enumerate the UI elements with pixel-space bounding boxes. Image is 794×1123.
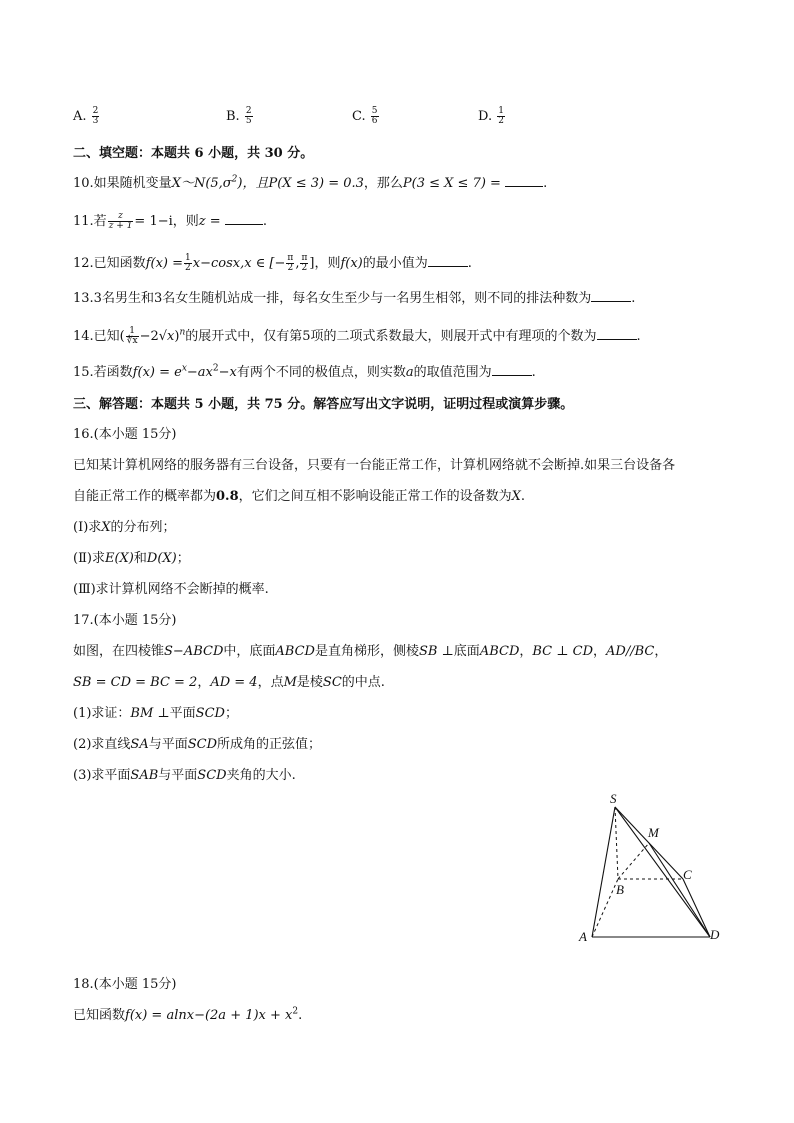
q17-part-1 xyxy=(73,705,238,723)
q16-p2e: ； xyxy=(176,551,190,566)
q11-fraction xyxy=(108,212,134,231)
q11-end: . xyxy=(262,214,267,229)
q12-text-f: ，则 xyxy=(314,256,341,271)
q17-p1a: (1)求证： xyxy=(73,706,131,721)
q18-line-1 xyxy=(73,1007,302,1025)
option-c-fraction xyxy=(371,107,379,126)
q13-text: 13.3名男生和3名女生随机站成一排，每名女生至少与一名男生相邻，则不同的排法种数为 xyxy=(73,291,592,306)
question-15 xyxy=(73,364,536,382)
q14-den: ∜x xyxy=(126,336,138,346)
option-c-den: 6 xyxy=(371,116,378,126)
q13-end: . xyxy=(631,291,636,306)
q17-base2: ABCD xyxy=(479,644,520,659)
q14-close: ) xyxy=(174,329,180,344)
q16-ex: E(X) xyxy=(104,551,134,566)
q17-l1a: 如图，在四棱锥 xyxy=(73,644,165,659)
q12-end: . xyxy=(467,256,472,271)
q11-answer-blank[interactable] xyxy=(225,214,263,225)
q12-text-a: 12.已知函数 xyxy=(73,256,146,271)
q15-a: a xyxy=(405,365,414,380)
q16-part-3: (Ⅲ)求计算机网络不会断掉的概率. xyxy=(73,582,269,597)
pyramid-figure xyxy=(570,785,730,950)
q12-half-den: 2 xyxy=(185,263,191,273)
q17-sab: SAB xyxy=(130,768,159,783)
option-d xyxy=(478,107,506,126)
q16-p1c: 的分布列； xyxy=(110,520,176,535)
q17-bc-perp-cd: BC ⊥ CD xyxy=(532,644,593,659)
q12-half xyxy=(184,254,192,273)
q17-p2a: (2)求直线 xyxy=(73,737,131,752)
q12-fx2: f(x) xyxy=(340,256,363,271)
q14-fraction xyxy=(126,327,139,346)
option-a-label: A. xyxy=(73,109,87,124)
question-14 xyxy=(73,327,641,346)
q17-sa: SA xyxy=(130,737,149,752)
section-3-title: 三、解答题：本题共 5 小题，共 75 分。解答应写出文字说明，证明过程或演算步骤。 xyxy=(73,397,574,412)
q16-p2a: (Ⅱ)求 xyxy=(73,551,105,566)
q17-part-2 xyxy=(73,736,321,754)
q12-bracket: ] xyxy=(309,256,315,271)
edge-cd xyxy=(683,879,710,937)
option-b-den: 5 xyxy=(245,116,252,126)
question-11 xyxy=(73,212,267,231)
q17-l1m: ， xyxy=(654,644,668,659)
label-c: C xyxy=(683,867,692,882)
q17-p3e: 夹角的大小. xyxy=(226,768,296,783)
q12-fx: f(x) = xyxy=(145,256,183,271)
q17-heading: 17.(本小题 15分) xyxy=(73,613,177,628)
q14-num: 1 xyxy=(126,327,139,337)
q13-answer-blank[interactable] xyxy=(591,291,631,302)
q12-half-num: 1 xyxy=(185,253,191,263)
q17-l2f: 是棱 xyxy=(296,675,323,690)
q17-scd3: SCD xyxy=(197,768,227,783)
q16-prob: 0.8 xyxy=(216,489,239,504)
q17-p1c: 平面 xyxy=(169,706,196,721)
q18-heading: 18.(本小题 15分) xyxy=(73,977,177,992)
label-s: S xyxy=(610,791,617,806)
option-c-num: 5 xyxy=(371,106,378,116)
q12-expr: x−cosx,x ∈ [− xyxy=(192,256,286,271)
q17-lengths: SB = CD = BC = 2 xyxy=(73,675,198,690)
edge-bm xyxy=(618,843,649,879)
q16-l2e: . xyxy=(520,489,526,504)
q14-sqrt: √x xyxy=(158,329,175,344)
q18-l1a: 已知函数 xyxy=(73,1008,126,1023)
q16-p1x: X xyxy=(101,520,111,535)
question-10 xyxy=(73,175,547,193)
q17-sb-perp: SB ⊥ xyxy=(418,644,454,659)
option-a-fraction xyxy=(92,107,100,126)
option-c-label: C. xyxy=(352,109,366,124)
q18-exp: 2 xyxy=(292,1006,299,1017)
q12-text-h: 的最小值为 xyxy=(362,256,428,271)
q10-text-f: ，那么 xyxy=(363,176,403,191)
q10-text-a: 10.如果随机变量 xyxy=(73,176,172,191)
option-d-fraction xyxy=(497,107,505,126)
q17-part-3 xyxy=(73,767,296,785)
q10-end: . xyxy=(543,176,548,191)
q17-l1k: ， xyxy=(593,644,607,659)
q17-p3c: 与平面 xyxy=(158,768,198,783)
edge-sd xyxy=(615,807,710,937)
edge-ab xyxy=(592,879,618,937)
question-12 xyxy=(73,254,472,273)
q15-answer-blank[interactable] xyxy=(492,365,532,376)
question-13 xyxy=(73,290,635,308)
q12-two1: 2 xyxy=(287,263,294,273)
q17-ad-parallel-bc: AD//BC xyxy=(606,644,655,659)
option-a-num: 2 xyxy=(92,106,99,116)
q10-exp: 2 xyxy=(231,174,238,185)
edge-sb xyxy=(615,807,618,879)
q15-text-i: 的取值范围为 xyxy=(413,365,492,380)
q14-exp: n xyxy=(179,327,186,338)
label-a: A xyxy=(579,929,587,944)
q16-part-1 xyxy=(73,519,176,537)
q15-text-g: 有两个不同的极值点，则实数 xyxy=(236,365,406,380)
q12-answer-blank[interactable] xyxy=(428,256,468,267)
q11-den: z + 1 xyxy=(108,221,133,231)
q17-p2c: 与平面 xyxy=(148,737,188,752)
q12-pi-frac-2 xyxy=(300,254,308,273)
q18-end: . xyxy=(298,1008,303,1023)
q17-l2b: ， xyxy=(197,675,211,690)
option-d-num: 1 xyxy=(498,106,504,116)
q17-l1c: 中，底面 xyxy=(223,644,276,659)
q15-end: . xyxy=(531,365,536,380)
q17-pyramid: S−ABCD xyxy=(164,644,224,659)
q12-pi-frac-1 xyxy=(286,254,294,273)
option-b-num: 2 xyxy=(245,106,252,116)
q12-comma: , xyxy=(295,256,300,271)
option-b xyxy=(226,107,254,126)
q17-line-2 xyxy=(73,674,385,692)
q16-part-2 xyxy=(73,550,190,568)
q17-ad: AD = 4 xyxy=(210,675,258,690)
label-b: B xyxy=(616,882,624,897)
q17-scd2: SCD xyxy=(187,737,218,752)
label-d: D xyxy=(710,927,720,942)
q12-pi2: π xyxy=(301,253,308,263)
q10-prob2: P(3 ≤ X ≤ 7) = xyxy=(402,176,501,191)
q17-l1i: ， xyxy=(519,644,533,659)
q11-z: z = xyxy=(198,214,221,229)
q14-answer-blank[interactable] xyxy=(597,329,637,340)
q17-p1e: ； xyxy=(224,706,238,721)
edge-md xyxy=(649,843,710,937)
q17-l2d: ，点 xyxy=(257,675,284,690)
option-b-fraction xyxy=(245,107,253,126)
q17-l2h: 的中点. xyxy=(341,675,385,690)
option-d-den: 2 xyxy=(498,116,504,126)
q17-l1e: 是直角梯形，侧棱 xyxy=(314,644,419,659)
q17-scd: SCD xyxy=(195,706,225,721)
q15-fx: f(x) = e xyxy=(132,365,182,380)
q17-m: M xyxy=(283,675,297,690)
option-c xyxy=(352,107,380,126)
q17-p3a: (3)求平面 xyxy=(73,768,131,783)
q17-base: ABCD xyxy=(275,644,315,659)
q10-dist-end: )，且 xyxy=(237,176,269,191)
q16-x: X xyxy=(511,489,521,504)
q17-line-1 xyxy=(73,643,667,661)
option-b-label: B. xyxy=(226,109,240,124)
q17-sc: SC xyxy=(322,675,342,690)
label-m: M xyxy=(648,825,659,840)
q15-ax: −ax xyxy=(186,365,213,380)
q16-l2c: ，它们之间互相不影响设能正常工作的设备数为 xyxy=(238,489,512,504)
q16-line-2 xyxy=(73,488,525,506)
q14-text-f: 的展开式中，仅有第5项的二项式系数最大，则展开式中有理项的个数为 xyxy=(185,329,597,344)
q16-line-1: 已知某计算机网络的服务器有三台设备，只要有一台能正常工作，计算机网络就不会断掉.如果三台设备各 xyxy=(73,458,676,473)
q16-l2a: 自能正常工作的概率都为 xyxy=(73,489,217,504)
option-a-den: 3 xyxy=(92,116,99,126)
q11-num: z xyxy=(108,212,134,222)
q15-text-a: 15.若函数 xyxy=(73,365,133,380)
q17-bm-perp: BM ⊥ xyxy=(130,706,170,721)
q14-text-a: 14.已知( xyxy=(73,329,125,344)
q10-dist: X～N(5,σ xyxy=(171,176,232,191)
q15-exp-2: 2 xyxy=(212,363,219,374)
q15-exp-x: x xyxy=(181,363,187,374)
section-2-title: 二、填空题：本题共 6 小题，共 30 分。 xyxy=(73,146,314,161)
q10-answer-blank[interactable] xyxy=(505,176,543,187)
edge-sa xyxy=(592,807,615,937)
q11-text-c: ，则 xyxy=(172,214,199,229)
q15-minus-x: −x xyxy=(218,365,237,380)
q16-dx: D(X) xyxy=(146,551,177,566)
q17-l1g: 底面 xyxy=(453,644,480,659)
q17-p2e: 所成角的正弦值； xyxy=(217,737,322,752)
q14-minus-two: −2 xyxy=(139,329,159,344)
option-d-label: D. xyxy=(478,109,493,124)
q11-eq: = 1−i xyxy=(134,214,173,229)
q16-p1a: (Ⅰ)求 xyxy=(73,520,102,535)
q16-p2c: 和 xyxy=(133,551,147,566)
option-a xyxy=(73,107,100,126)
q14-end: . xyxy=(636,329,641,344)
q18-function: f(x) = alnx−(2a + 1)x + x xyxy=(125,1008,293,1023)
q16-heading: 16.(本小题 15分) xyxy=(73,427,177,442)
q10-prob1: P(X ≤ 3) = 0.3 xyxy=(268,176,364,191)
q12-pi1: π xyxy=(287,253,294,263)
q12-two2: 2 xyxy=(301,263,308,273)
q11-text-a: 11.若 xyxy=(73,214,107,229)
